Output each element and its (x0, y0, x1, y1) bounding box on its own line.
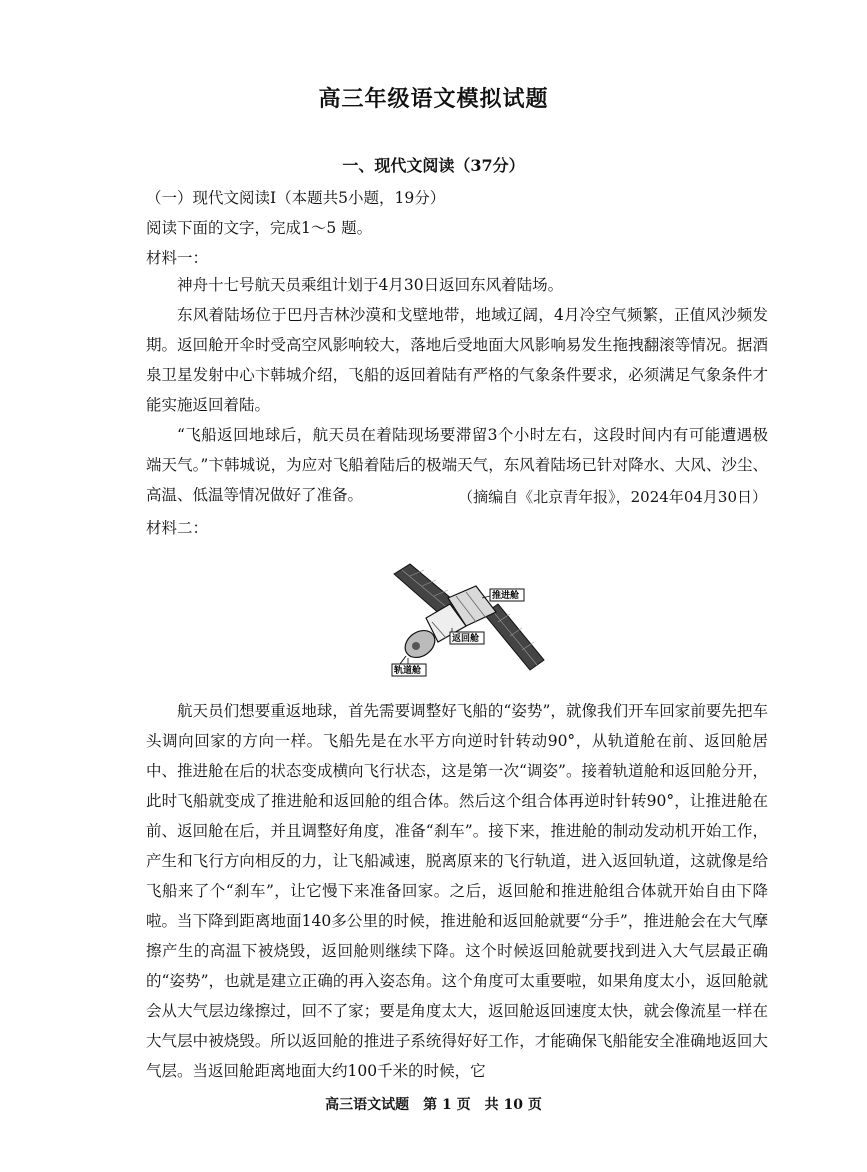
section-heading: 一、现代文阅读（37分） (342, 156, 525, 175)
label-return: 返回舱 (452, 634, 480, 644)
material1-label: 材料一： (146, 249, 209, 267)
material2-paragraph-2: 当下降到距离地面140多公里的时候，推进舱和返回舱就要“分手”，推进舱会在大气摩擦产生的高温下被烧毁，返回舱则继续下降。这个时候返回舱就要找到进入大气层最正确的“姿势”，也就是建立正确的再入姿态角。这个角度可太重要啦，如果角度太小，返回舱就会从大气层边缘擦过，回不了家；要是角度太大，返回舱返回速度太快，就会像流星一样在大气层中被烧毁。所以返回舱的推进子系统得好好工作，才能确保飞船能安全准确地返回大气层。当返回舱距离地面大约100千米的时候，它 (146, 912, 768, 1080)
label-orbital: 轨道舱 (394, 666, 422, 676)
material2-paragraph-1: 航天员们想要重返地球，首先需要调整好飞船的“姿势”，就像我们开车回家前要先把车头调向回家的方向一样。飞船先是在水平方向逆时针转动90°，从轨道舱在前、返回舱居中、推进舱在后的状态变成横向飞行状态，这是第一次“调姿”。接着轨道舱和返回舱分开，此时飞船就变成了推进舱和返回舱的组合体。然后这个组合体再逆时针转90°，让推进舱在前、返回舱在后，并且调整好角度，准备“刹车”。接下来，推进舱的制动发动机开始工作，产生和飞行方向相反的力，让飞船减速，脱离原来的飞行轨道，进入返回轨道，这就像是给飞船来了个“刹车”，让它慢下来准备回家。之后，返回舱和推进舱组合体就开始自由下降啦。 (146, 702, 768, 930)
instruction-text: 阅读下面的文字，完成1～5 题。 (146, 219, 373, 237)
subsection-heading: （一）现代文阅读Ⅰ（本题共5小题，19分） (146, 189, 446, 207)
material2-label: 材料二： (146, 519, 209, 537)
material1-source: （摘编自《北京青年报》，2024年04月30日） (458, 488, 767, 506)
material1-paragraph-1: 神舟十七号航天员乘组计划于4月30日返回东风着陆场。 (177, 276, 564, 294)
spacecraft-diagram (386, 556, 546, 688)
material1-paragraph-2: 东风着陆场位于巴丹吉林沙漠和戈壁地带，地域辽阔，4月冷空气频繁，正值风沙频发期。返回舱开伞时受高空风影响较大，落地后受地面大风影响易发生拖拽翻滚等情况。据酒泉卫星发射中心卞韩城介绍，飞船的返回着陆有严格的气象条件要求，必须满足气象条件才能实施返回着陆。 (146, 306, 768, 414)
label-propulsion: 推进舱 (492, 591, 520, 601)
page-title: 高三年级语文模拟试题 (318, 86, 549, 112)
material1-paragraph-3: “飞船返回地球后，航天员在着陆现场要滞留3个小时左右，这段时间内有可能遭遇极端天气。”卞韩城说，为应对飞船着陆后的极端天气，东风着陆场已针对降水、大风、沙尘、高温、低温等情况做好了准备。 (146, 426, 768, 504)
page-footer: 高三语文试题 第 1 页 共 10 页 (325, 1097, 542, 1113)
